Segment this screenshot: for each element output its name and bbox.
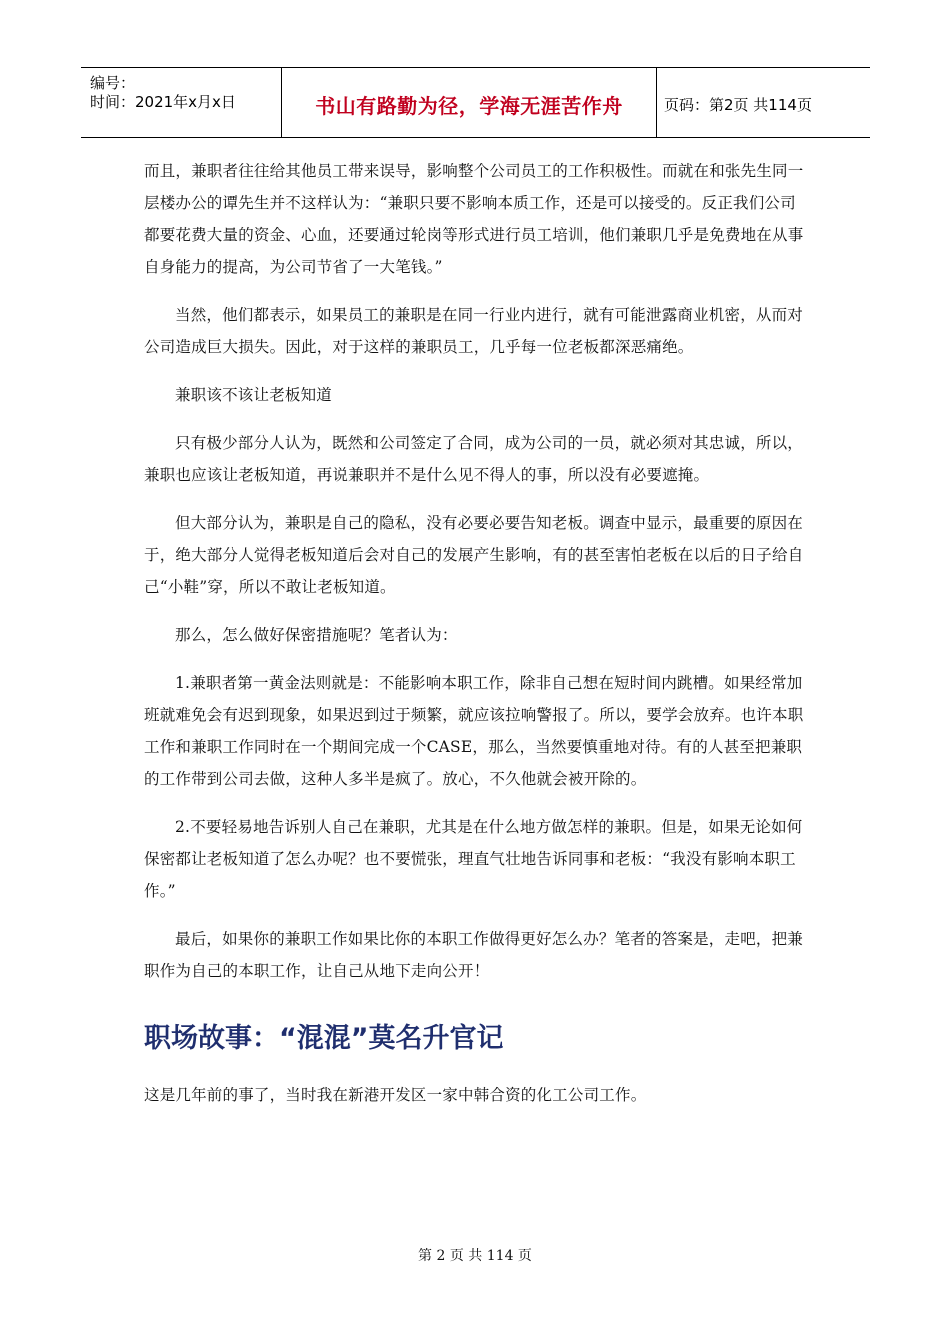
- header-meta-cell: [81, 68, 282, 137]
- section-heading: 职场故事：“混混”莫名升官记: [144, 1023, 504, 1054]
- body-paragraph: 但大部分认为，兼职是自己的隐私，没有必要必要告知老板。调查中显示，最重要的原因在于，绝大部分人觉得老板知道后会对自己的发展产生影响，有的甚至害怕老板在以后的日子给自己“小鞋”穿，所以不敢让老板知道。: [144, 514, 804, 596]
- document-number-label: 编号：: [90, 74, 136, 92]
- header-page-cell: [657, 68, 870, 137]
- list-item-paragraph: 2.不要轻易地告诉别人自己在兼职，尤其是在什么地方做怎样的兼职。但是，如果无论如何保密都让老板知道了怎么办呢？也不要慌张，理直气壮地告诉同事和老板：“我没有影响本职工作。”: [144, 818, 803, 900]
- body-paragraph: 最后，如果你的兼职工作如果比你的本职工作做得更好怎么办？笔者的答案是，走吧，把兼职作为自己的本职工作，让自己从地下走向公开！: [144, 930, 804, 980]
- header-page-number: 页码：第2页 共114页: [664, 96, 812, 114]
- header-motto-cell: [282, 68, 657, 137]
- footer-page-number: 第 2 页 共 114 页: [418, 1248, 532, 1264]
- page-header: [81, 67, 870, 138]
- subheading-paragraph: 兼职该不该让老板知道: [175, 386, 333, 404]
- body-paragraph: 当然，他们都表示，如果员工的兼职是在同一行业内进行，就有可能泄露商业机密，从而对公司造成巨大损失。因此，对于这样的兼职员工，几乎每一位老板都深恶痛绝。: [144, 306, 804, 356]
- page-footer: [0, 1245, 950, 1265]
- document-date-label: 时间：2021年x月x日: [90, 93, 236, 111]
- section-body-paragraph: 这是几年前的事了，当时我在新港开发区一家中韩合资的化工公司工作。: [144, 1086, 647, 1104]
- body-paragraph: 只有极少部分人认为，既然和公司签定了合同，成为公司的一员，就必须对其忠诚，所以，兼职也应该让老板知道，再说兼职并不是什么见不得人的事，所以没有必要遮掩。: [144, 434, 804, 484]
- list-item-paragraph: 1.兼职者第一黄金法则就是：不能影响本职工作，除非自己想在短时间内跳槽。如果经常加班就难免会有迟到现象，如果迟到过于频繁，就应该拉响警报了。所以，要学会放弃。也许本职工作和兼职工作同时在一个期间完成一个CASE，那么，当然要慎重地对待。有的人甚至把兼职的工作带到公司去做，这种人多半是疯了。放心，不久他就会被开除的。: [144, 674, 804, 788]
- header-motto: 书山有路勤为径，学海无涯苦作舟: [315, 94, 623, 118]
- document-body: [144, 155, 810, 1127]
- body-paragraph: 那么，怎么做好保密措施呢？笔者认为：: [175, 626, 458, 644]
- body-paragraph: 而且，兼职者往往给其他员工带来误导，影响整个公司员工的工作积极性。而就在和张先生同一层楼办公的谭先生并不这样认为：“兼职只要不影响本质工作，还是可以接受的。反正我们公司都要花费大量的资金、心血，还要通过轮岗等形式进行员工培训，他们兼职几乎是免费地在从事自身能力的提高，为公司节省了一大笔钱。”: [144, 162, 804, 276]
